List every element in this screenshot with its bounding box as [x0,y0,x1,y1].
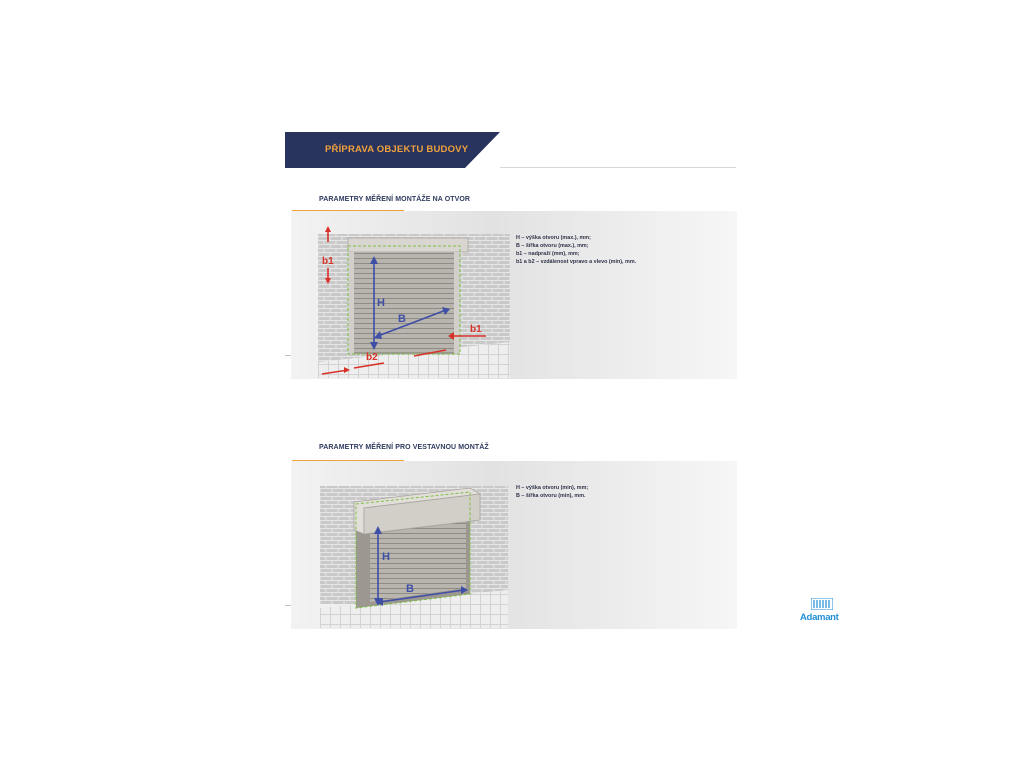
b-label: B [406,583,414,595]
brand-logo [800,597,840,629]
legend-item: b1 – nadpraží (mm), mm; [516,251,580,257]
shutter-box [348,238,468,252]
section-1-heading: PARAMETRY MĚŘENÍ MONTÁŽE NA OTVOR [319,196,471,203]
shutter-curtain [354,252,454,352]
section-2-legend [516,484,588,500]
h-label: H [377,297,385,309]
legend-item: H – výška otvoru (max.), mm; [516,235,591,241]
page-title: PŘÍPRAVA OBJEKTU BUDOVY [325,144,469,155]
b1-top-arrow-up [325,226,331,232]
b1-right-label: b1 [470,324,482,335]
legend-item: b1 a b2 – vzdálenost vpravo a vlevo (min), mm. [516,259,637,265]
section-2-tick [285,605,291,606]
built-in-mount-illustration [320,484,508,628]
brand-name: Adamant [800,612,839,623]
title-divider [500,167,736,168]
section-2-heading: PARAMETRY MĚŘENÍ PRO VESTAVNOU MONTÁŽ [319,444,489,451]
right-guide-rail [454,252,460,354]
shutter-logo-icon [811,598,833,610]
legend-item: B – šířka otvoru (max.), mm; [516,243,589,249]
legend-item: B – šířka otvoru (min), mm. [516,493,586,499]
section-1-legend [516,234,636,266]
h-label: H [382,551,390,563]
b2-label: b2 [366,352,378,363]
title-banner [285,132,500,168]
surface-mount-illustration [318,224,510,378]
b-label: B [398,313,406,325]
section-1-tick [285,355,291,356]
left-guide-rail [348,252,354,354]
b1-top-label: b1 [322,256,334,267]
legend-item: H – výška otvoru (min), mm; [516,485,589,491]
